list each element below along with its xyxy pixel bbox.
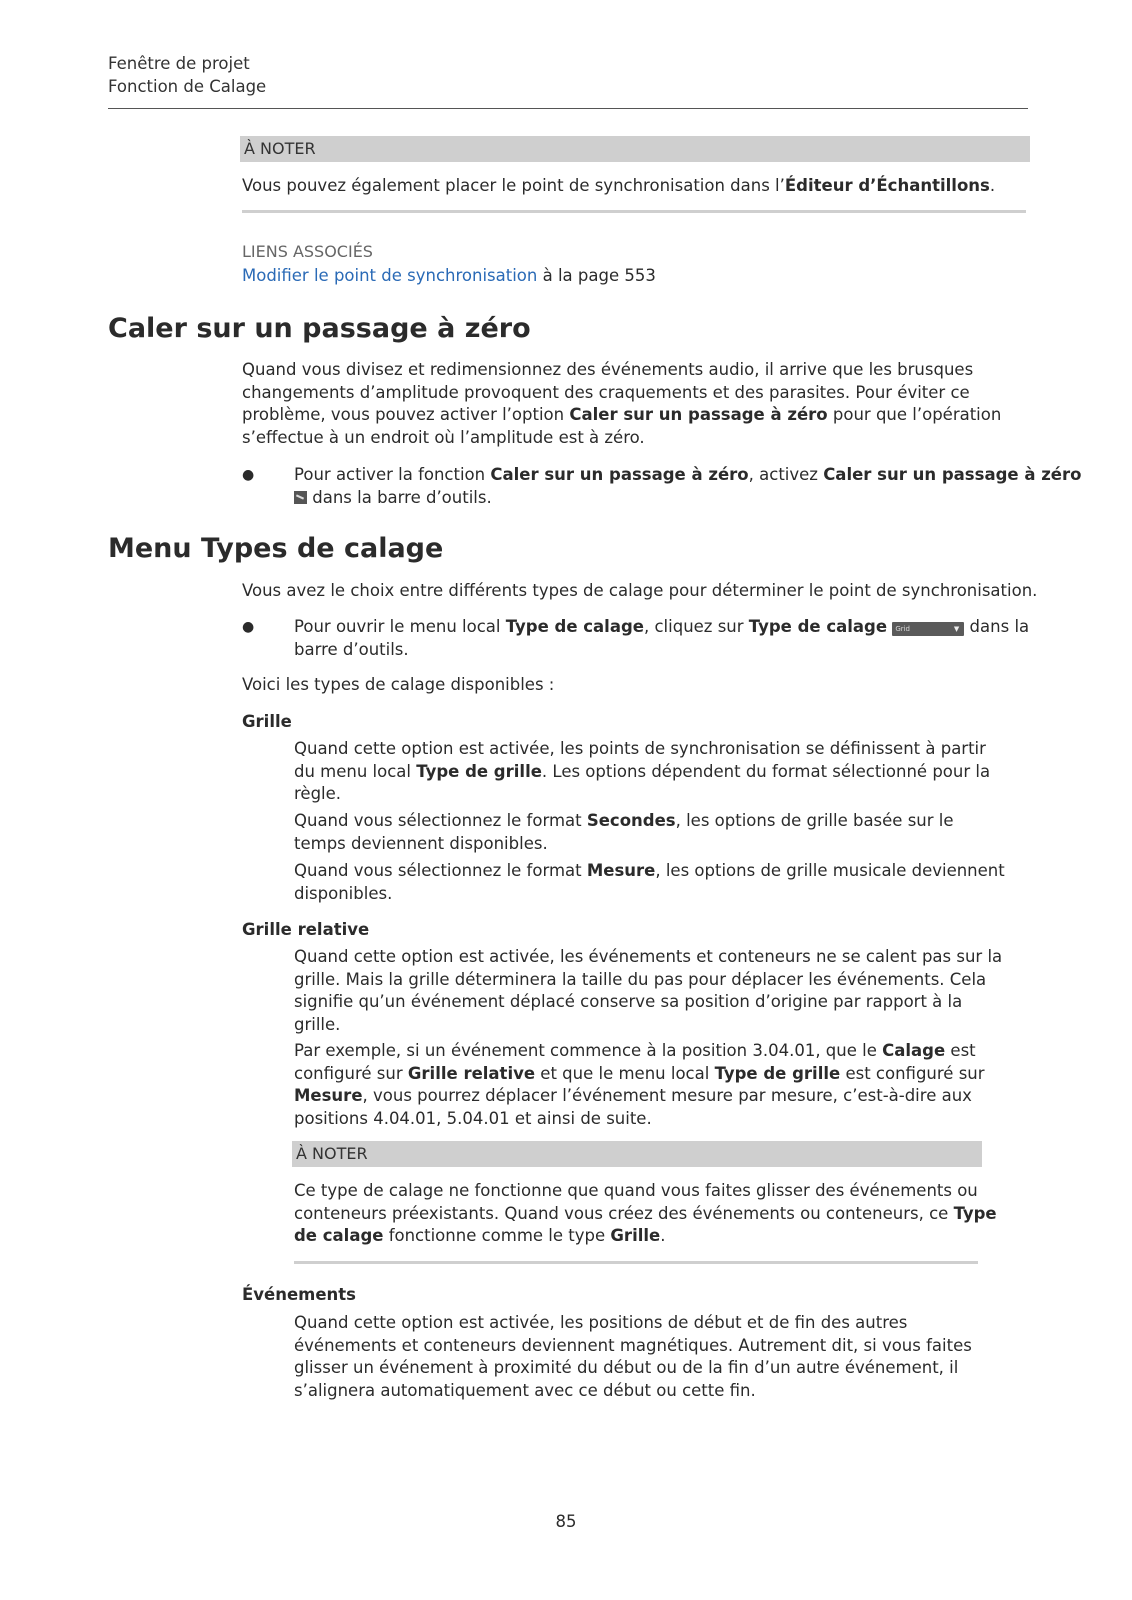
term-grille-relative: Grille relative (242, 920, 370, 939)
zero-crossing-paragraph: Quand vous divisez et redimensionnez des événements audio, il arrive que les brusques changements d’amplitude provoquent des craquements et des parasites. Pour éviter ce problème, vous pouvez activer l’option Caler sur un passage à zéro pour que l’opération s’effectue à un endroit où l’amplitude est à zéro. (242, 360, 1002, 447)
note-label: À NOTER (240, 136, 1030, 162)
zero-crossing-bullet: Pour activer la fonction Caler sur un passage à zéro, activez Caler sur un passage à zéro dans la barre d’outils. (294, 465, 1082, 507)
snap-type-dropdown: Grid ▼ (892, 622, 964, 636)
snap-types-intro: Vous avez le choix entre différents types de calage pour déterminer le point de synchronisation. (242, 581, 1038, 600)
grille-seconds-text: Quand vous sélectionnez le format Secondes, les options de grille basée sur le temps deviennent disponibles. (294, 811, 954, 853)
related-link[interactable]: Modifier le point de synchronisation (242, 266, 538, 285)
header-rule (108, 108, 1028, 109)
note-text: Ce type de calage ne fonctionne que quand vous faites glisser des événements ou conteneurs préexistants. Quand vous créez des événements ou conteneurs, ce Type de calage fonctionne comme le type Grille. (294, 1181, 997, 1245)
term-evenements: Événements (242, 1285, 356, 1304)
page-number: 85 (555, 1512, 577, 1531)
zero-crossing-icon (294, 491, 307, 504)
note-label: À NOTER (292, 1141, 982, 1167)
grille-relative-example: Par exemple, si un événement commence à la position 3.04.01, que le Calage est configuré sur Grille relative et que le menu local Type de grille est configuré sur Mesure, vous pourrez déplacer l’événement mesure par mesure, c’est-à-dire aux positions 4.04.01, 5.04.01 et ainsi de suite. (294, 1041, 985, 1128)
heading-snap-types: Menu Types de calage (108, 533, 444, 564)
running-header (108, 52, 1028, 98)
related-links-label: LIENS ASSOCIÉS (242, 242, 373, 261)
grille-relative-description: Quand cette option est activée, les événements et conteneurs ne se calent pas sur la grille. Mais la grille déterminera la taille du pas pour déplacer les événements. Cela signifie qu’un événement déplacé conserve sa position d’origine par rapport à la grille. (294, 947, 1003, 1034)
note-rule (294, 1261, 978, 1264)
evenements-description: Quand cette option est activée, les positions de début et de fin des autres événements et conteneurs deviennent magnétiques. Autrement dit, si vous faites glisser un événement à proximité du début ou de la fin d’un autre événement, il s’alignera automatiquement avec ce début ou cette fin. (294, 1313, 972, 1400)
chevron-down-icon: ▼ (953, 625, 960, 633)
term-grille: Grille (242, 712, 292, 731)
note-text: Vous pouvez également placer le point de synchronisation dans l’Éditeur d’Échantillons. (242, 176, 996, 195)
header-section: Fonction de Calage (108, 77, 267, 96)
note-rule (242, 210, 1026, 213)
related-link-row: Modifier le point de synchronisation à la page 553 (242, 266, 656, 285)
snap-types-bullet: Pour ouvrir le menu local Type de calage, cliquez sur Type de calage Grid ▼ dans la barre d’outils. (294, 617, 1030, 659)
bullet-dot: ● (242, 467, 255, 483)
grille-measure-text: Quand vous sélectionnez le format Mesure, les options de grille musicale deviennent disponibles. (294, 861, 1005, 903)
heading-zero-crossing: Caler sur un passage à zéro (108, 313, 531, 344)
available-types-text: Voici les types de calage disponibles : (242, 675, 555, 694)
grille-description: Quand cette option est activée, les points de synchronisation se définissent à partir du menu local Type de grille. Les options dépendent du format sélectionné pour la règle. (294, 739, 991, 803)
bullet-dot: ● (242, 619, 255, 635)
header-chapter: Fenêtre de projet (108, 54, 250, 73)
